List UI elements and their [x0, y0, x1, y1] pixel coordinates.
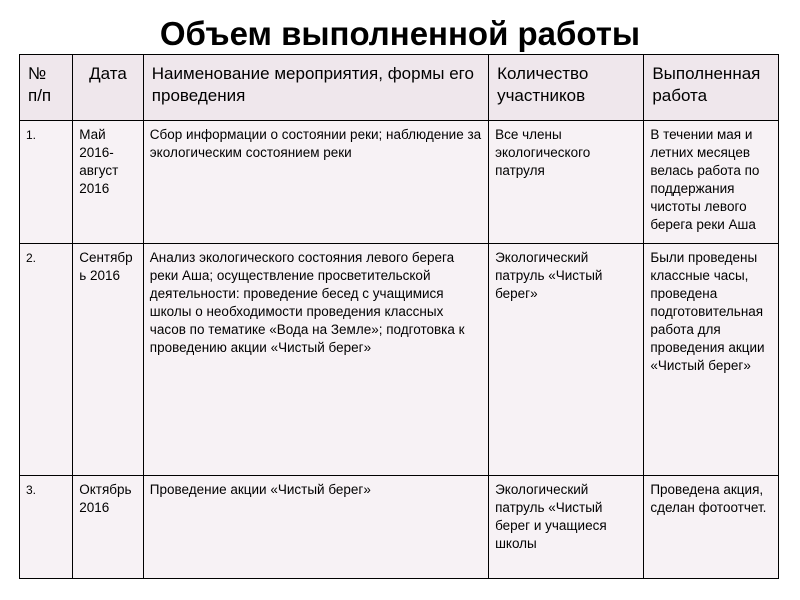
table-header-row — [20, 55, 779, 121]
table-row — [20, 244, 779, 476]
cell-number: 2. — [20, 244, 73, 476]
cell-date: Май 2016-август 2016 — [73, 121, 144, 244]
table-row — [20, 476, 779, 579]
header-participants: Количество участников — [489, 55, 644, 121]
cell-participants: Экологический патруль «Чистый берег» — [489, 244, 644, 476]
cell-work: Проведена акция, сделан фотоотчет. — [644, 476, 779, 579]
cell-participants: Экологический патруль «Чистый берег и учащиеся школы — [489, 476, 644, 579]
header-event: Наименование мероприятия, формы его проведения — [143, 55, 488, 121]
cell-event: Анализ экологического состояния левого берега реки Аша; осуществление просветительской деятельности: проведение бесед с учащимися школы о необходимости проведения классных часов по тематике «Вода на Земле»; подготовка к проведению акции «Чистый берег» — [143, 244, 488, 476]
header-number: № п/п — [20, 55, 73, 121]
cell-date: Сентябрь 2016 — [73, 244, 144, 476]
header-date: Дата — [73, 55, 144, 121]
work-table — [19, 54, 779, 579]
cell-event: Сбор информации о состоянии реки; наблюдение за экологическим состоянием реки — [143, 121, 488, 244]
cell-participants: Все члены экологического патруля — [489, 121, 644, 244]
table-row — [20, 121, 779, 244]
cell-number: 1. — [20, 121, 73, 244]
header-work: Выполненная работа — [644, 55, 779, 121]
page-title: Объем выполненной работы — [159, 15, 641, 52]
cell-work: Были проведены классные часы, проведена подготовительная работа для проведения акции «Чистый берег» — [644, 244, 779, 476]
cell-work: В течении мая и летних месяцев велась работа по поддержания чистоты левого берега реки Аша — [644, 121, 779, 244]
cell-event: Проведение акции «Чистый берег» — [143, 476, 488, 579]
cell-number: 3. — [20, 476, 73, 579]
cell-date: Октябрь 2016 — [73, 476, 144, 579]
